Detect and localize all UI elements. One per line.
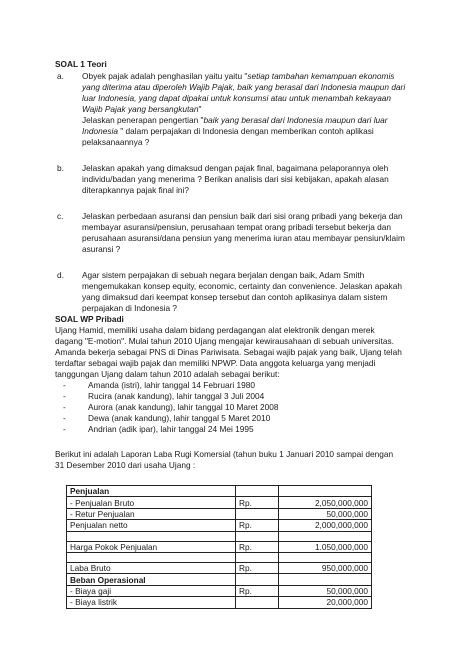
family-bullet: - [63,391,66,401]
row-label: Penjualan netto [67,520,236,531]
family-bullet: - [63,413,66,423]
row-value: 50,000,000 [279,508,372,519]
family-item: Aurora (anak kandung), lahir tanggal 10 Maret 2008 [88,402,279,412]
item-a-line4: Wajib Pajak yang bersangkutan" [82,104,202,114]
row-currency: Rp. [236,541,279,552]
soal1-title: SOAL 1 Teori [55,59,107,69]
row-currency: Rp. [236,497,279,508]
row-label: - Penjualan Bruto [67,497,236,508]
item-a-line1: Obyek pajak adalah penghasilan yaitu yaitu "setiap tambahan kemampuan ekonomis [82,71,395,81]
table-row [67,486,372,497]
item-a-line5: Jelaskan penerapan pengertian "baik yang berasal dari Indonesia maupun dari luar [82,115,388,125]
row-label: - Retur Penjualan [67,508,236,519]
report-intro-line2: 31 Desember 2010 dari usaha Ujang : [55,460,196,470]
row-label: - Biaya gaji [67,585,236,596]
table-row [67,520,372,531]
item-d-line2: mengemukakan konsep equity, economic, certainty dan convenience. Jelaskan apakah [82,281,402,291]
table-row [67,508,372,519]
row-value: 950,000,000 [279,562,372,573]
table-row [67,585,372,596]
item-a-label: a. [57,71,64,81]
family-bullet: - [63,424,66,434]
table-row [67,541,372,552]
item-b-line2: individu/badan yang menerima ? Berikan analisis dari sisi kebijakan, apakah alasan [82,174,389,184]
item-a-line6: Indonesia " dalam perpajakan di Indonesia dengan memberikan contoh aplikasi [82,126,374,136]
row-label: - Biaya listrik [67,597,236,608]
income-statement-table [66,485,372,609]
family-item: Rucira (anak kandung), lahir tanggal 3 Juli 2004 [88,391,265,401]
item-d-line1: Agar sistem perpajakan di sebuah negara berjalan dengan baik, Adam Smith [82,270,365,280]
item-d-label: d. [57,270,64,280]
table-spacer-row [67,531,372,541]
table-row [67,574,372,585]
row-currency: Rp. [236,562,279,573]
item-a-line2: yang diterima atau diperoleh Wajib Pajak, baik yang berasal dari Indonesia maupun dari [82,82,406,92]
section-penjualan: Penjualan [67,486,236,497]
item-c-line4: asuransi ? [82,244,121,254]
item-c-line3: perusahaan asuransi/dana pensiun yang menerima iuran atau membayar pensiun/klaim [82,233,405,243]
family-bullet: - [63,402,66,412]
soal2-title: SOAL WP Pribadi [55,314,124,324]
soal2-para-line5: tanggungan Ujang dalam tahun 2010 adalah sebagai berikut: [55,369,280,379]
family-item: Andrian (adik ipar), lahir tanggal 24 Mei 1995 [88,424,254,434]
item-c-line1: Jelaskan perbedaan asuransi dan pensiun baik dari sisi orang pribadi yang bekerja dan [82,211,403,221]
row-currency: Rp. [236,585,279,596]
row-label: Laba Bruto [67,562,236,573]
soal2-para-line1: Ujang Hamid, memiliki usaha dalam bidang perdagangan alat elektronik dengan merek [55,325,375,335]
table-row [67,497,372,508]
item-b-label: b. [57,163,64,173]
section-beban-operasional: Beban Operasional [67,574,236,585]
row-value: 20,000,000 [279,597,372,608]
row-value: 2,000,000,000 [279,520,372,531]
soal2-para-line3: Amanda bekerja sebagai PNS di Dinas Pariwisata. Sebagai wajib pajak yang baik, Ujang telah [55,347,402,357]
item-a-line3: luar Indonesia, yang dapat dipakai untuk konsumsi atau untuk menambah kekayaan [82,93,392,103]
report-intro-line1: Berikut ini adalah Laporan Laba Rugi Komersial (tahun buku 1 Januari 2010 sampai dengan [55,449,394,459]
item-d-line3: yang dimaksud dari keempat konsep tersebut dan contoh aplikasinya dalam sistem [82,292,388,302]
row-currency [236,597,279,608]
table-row [67,562,372,573]
row-label: Harga Pokok Penjualan [67,541,236,552]
family-item: Amanda (istri), lahir tanggal 14 Februari 1980 [88,380,255,390]
item-a-line7: pelaksanaannya ? [82,137,150,147]
family-item: Dewa (anak kandung), lahir tanggal 5 Maret 2010 [88,413,271,423]
row-value: 2,050,000,000 [279,497,372,508]
row-currency [236,508,279,519]
table-spacer-row [67,552,372,562]
soal2-para-line4: terdaftar sebagai wajib pajak dan memiliki NPWP. Data anggota keluarga yang menjadi [55,358,376,368]
item-b-line1: Jelaskan apakah yang dimaksud dengan pajak final, bagaimana pelaporannya oleh [82,163,389,173]
table-row [67,597,372,608]
soal2-para-line2: dagang "E-motion". Mulai tahun 2010 Ujang mengajar kewirausahaan di sebuah universitas. [55,336,394,346]
item-b-line3: diterapkannya pajak final ini? [82,185,190,195]
item-d-line4: perpajakan di Indonesia ? [82,303,178,313]
row-value: 50,000,000 [279,585,372,596]
family-bullet: - [63,380,66,390]
row-currency: Rp. [236,520,279,531]
row-value: 1.050,000,000 [279,541,372,552]
item-c-line2: membayar asuransi/pensiun, perusahaan tempat orang pribadi tersebut bekerja dan [82,222,392,232]
item-c-label: c. [57,211,64,221]
